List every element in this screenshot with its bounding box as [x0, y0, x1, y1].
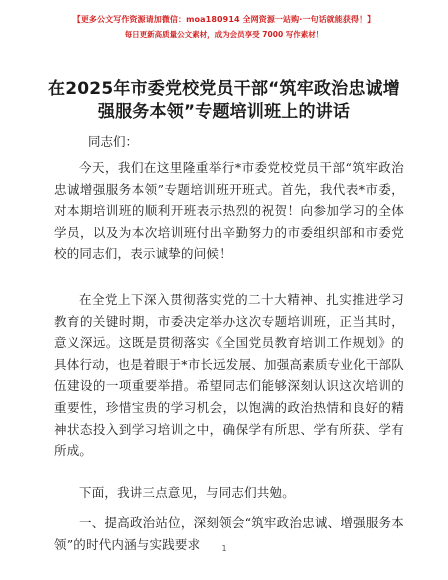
paragraph-context: 在全党上下深入贯彻落实党的二十大精神、扎实推进学习教育的关键时期，市委决定举办这次专题培训班，正当其时，意义深远。这既是贯彻落实《全国党员教育培训工作规划》的具体行动，也是着眼于*市长远发展、加强高素质专业化干部队伍建设的一项重要举措。希望同志们能够深刻认识这次培训的重要性，珍惜宝贵的学习机会，以饱满的政治热情和良好的精神状态投入到学习培训之中，确保学有所思、学有所获、学有所成。 [54, 292, 404, 459]
section-heading-1: 一、提高政治站位，深刻领会“筑牢政治忠诚、增强服务本领”的时代内涵与实践要求 [54, 515, 404, 552]
page-number: 1 [221, 544, 227, 553]
promo-banner-line-2: 每日更新高质量公文素材，成为会员享受 7000 写作素材！ [124, 30, 324, 39]
promo-banner-line-1: 【更多公文写作资源请加微信：moa180914 全网资源一站购·一句话就能获得！】 [72, 15, 376, 24]
paragraph-opening: 今天，我们在这里隆重举行*市委党校党员干部“筑牢政治忠诚增强服务本领”专题培训班开班式。首先，我代表*市委，对本期培训班的顺利开班表示热烈的祝贺！向参加学习的全体学员，以及为本次培训班付出辛勤努力的市委组织部和市委党校的同志们，表示诚挚的问候！ [54, 160, 404, 262]
paragraph-transition: 下面，我讲三点意见，与同志们共勉。 [79, 485, 295, 500]
promo-banner [0, 13, 448, 41]
document-title: 在2025年市委党校党员干部“筑牢政治忠诚增强服务本领”专题培训班上的讲话 [48, 79, 400, 122]
salutation: 同志们： [88, 134, 139, 149]
